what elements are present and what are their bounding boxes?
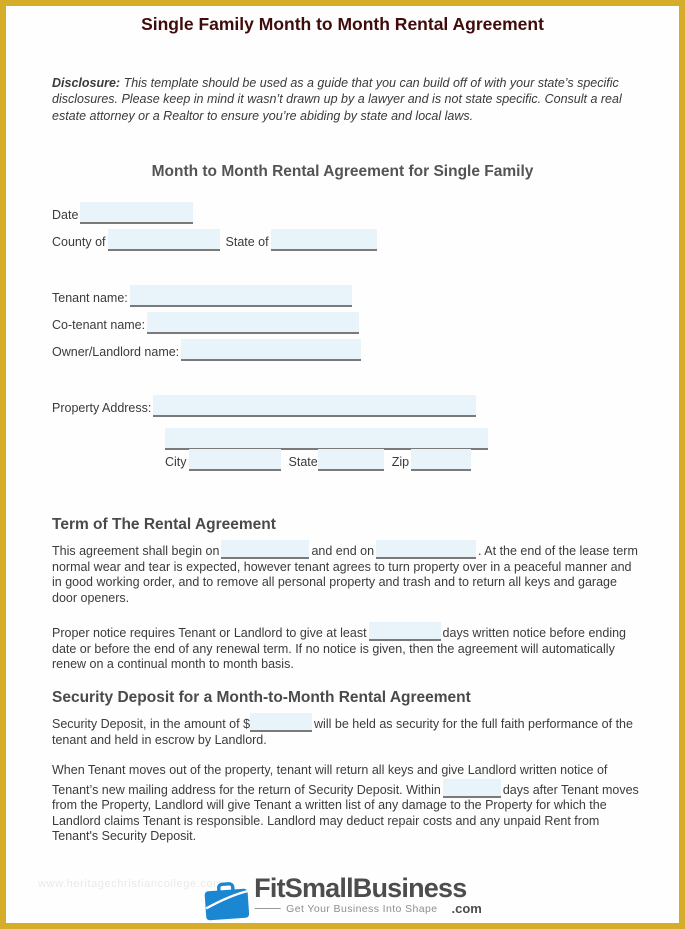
- disclosure-paragraph: [52, 75, 638, 125]
- security-section-heading: Security Deposit for a Month-to-Month Rental Agreement: [52, 689, 471, 706]
- end-date-field[interactable]: [376, 540, 476, 559]
- term-p1-text-c: . At the end of the lease term normal wear and tear is expected, however tenant agrees to turn property over in a peaceful manner and in good working order, and to remove all personal property and trash and to return all keys and garage door openers.: [52, 544, 638, 605]
- security-p2-text-a: When Tenant moves out of the property, tenant will return all keys and give Landlord written notice of Tenant’s new mailing address for the return of Security Deposit. Within: [52, 763, 608, 797]
- state-label: State: [288, 455, 318, 469]
- county-state-row: [52, 229, 379, 251]
- term-p2-text-b: days written notice before ending date or before the end of any renewal term. If no notice is given, then the agreement will automatically renew on a continual month to month basis.: [52, 626, 626, 672]
- owner-name-field[interactable]: [181, 339, 361, 361]
- security-p1-text-a: Security Deposit, in the amount of $: [52, 717, 251, 731]
- city-state-zip-row: [165, 449, 473, 471]
- tagline-rule: [254, 908, 280, 909]
- security-p1-text-b: will be held as security for the full faith performance of the tenant and held in escrow by Landlord.: [52, 717, 633, 747]
- date-row: [52, 202, 195, 224]
- deposit-amount-field[interactable]: [250, 713, 312, 732]
- security-p2-text-b: days after Tenant moves from the Property, Landlord will give Tenant a written list of any damage to the Property for which the Landlord claims Tenant is responsible. Landlord may deduct repair costs and any unpaid Rent from Tenant's Security Deposit.: [52, 782, 639, 844]
- owner-name-label: Owner/Landlord name:: [52, 345, 180, 359]
- state-of-label: State of: [225, 235, 269, 249]
- term-section-heading: Term of The Rental Agreement: [52, 516, 276, 533]
- state-abbrev-field[interactable]: [318, 449, 384, 471]
- county-field[interactable]: [108, 229, 220, 251]
- disclosure-text: This template should be used as a guide that you can build off of with your state’s specific disclosures. Please keep in mind it wasn’t drawn up by a lawyer and is not state specific. Consult a real estate attorney or a Realtor to ensure you’re abiding by state and local laws.: [52, 75, 622, 123]
- city-field[interactable]: [189, 449, 281, 471]
- property-address-row: [52, 395, 478, 417]
- fitsmallbusiness-logo: [203, 875, 482, 922]
- security-paragraph-2: [52, 763, 640, 845]
- briefcase-icon: [203, 880, 249, 922]
- begin-date-field[interactable]: [221, 540, 309, 559]
- term-p2-text-a: Proper notice requires Tenant or Landlord to give at least: [52, 626, 367, 640]
- date-field[interactable]: [80, 202, 193, 224]
- logo-tld: .com: [451, 901, 482, 916]
- return-days-field[interactable]: [443, 779, 501, 798]
- county-label: County of: [52, 235, 106, 249]
- tenant-row: [52, 285, 354, 307]
- property-address-field-line2[interactable]: [165, 428, 488, 450]
- cotenant-row: [52, 312, 361, 334]
- owner-row: [52, 339, 363, 361]
- zip-field[interactable]: [411, 449, 471, 471]
- term-p1-text-a: This agreement shall begin on: [52, 544, 220, 558]
- term-paragraph-1: [52, 540, 640, 606]
- cotenant-name-label: Co-tenant name:: [52, 318, 146, 332]
- property-address-row2: [165, 428, 488, 450]
- logo-tagline: Get Your Business Into Shape: [286, 902, 438, 915]
- security-paragraph-1: [52, 713, 640, 748]
- property-address-label: Property Address:: [52, 401, 152, 415]
- term-p1-text-b: and end on: [311, 544, 375, 558]
- logo-brand-name: FitSmallBusiness: [254, 873, 467, 903]
- date-label: Date: [52, 208, 79, 222]
- term-paragraph-2: [52, 622, 640, 673]
- zip-label: Zip: [391, 455, 410, 469]
- property-address-field-line1[interactable]: [153, 395, 476, 417]
- watermark-text: www.heritagechristiancollege.com: [38, 878, 223, 890]
- disclosure-label: Disclosure:: [52, 75, 121, 90]
- notice-days-field[interactable]: [369, 622, 441, 641]
- logo-text-block: [254, 875, 482, 916]
- tenant-name-label: Tenant name:: [52, 291, 128, 305]
- state-field[interactable]: [271, 229, 377, 251]
- city-label: City: [165, 455, 187, 469]
- form-heading: Month to Month Rental Agreement for Single Family: [151, 163, 534, 180]
- tenant-name-field[interactable]: [130, 285, 352, 307]
- logo-tagline-row: [254, 901, 482, 916]
- cotenant-name-field[interactable]: [147, 312, 359, 334]
- page-title: Single Family Month to Month Rental Agreement: [141, 14, 544, 34]
